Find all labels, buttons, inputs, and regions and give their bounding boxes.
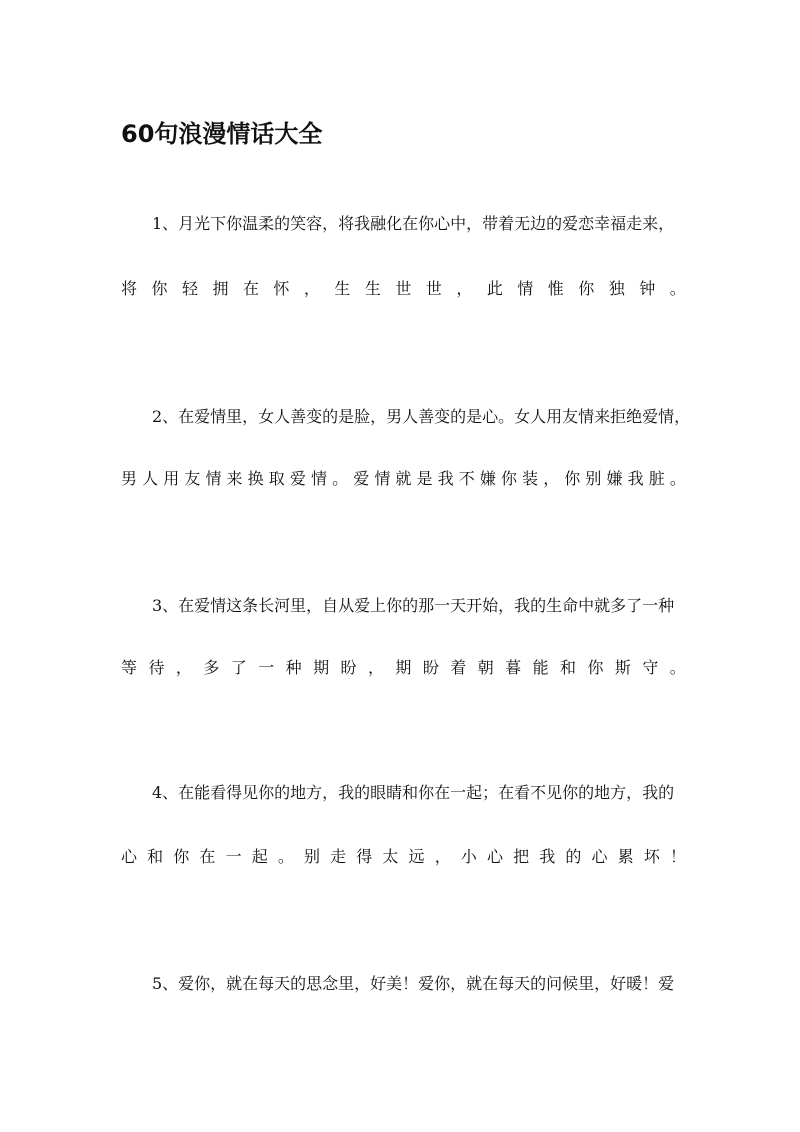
text-character: 。 <box>669 658 686 677</box>
paragraph-1-line-2 <box>121 277 686 301</box>
text-character: 我 <box>627 469 644 488</box>
text-character: 小 <box>460 847 477 866</box>
text-character: ！ <box>669 847 686 866</box>
paragraph-2-line-2 <box>121 467 686 491</box>
paragraph-1-line-1: 1、月光下你温柔的笑容，将我融化在你心中，带着无边的爱恋幸福走来， <box>152 214 675 233</box>
text-character: 嫌 <box>606 469 623 488</box>
text-character: 你 <box>578 279 595 298</box>
text-character: ， <box>175 658 192 677</box>
text-character: 此 <box>486 279 503 298</box>
text-character: 一 <box>225 847 242 866</box>
text-character: 的 <box>565 847 582 866</box>
text-character: 你 <box>151 279 168 298</box>
text-character: 。 <box>669 469 686 488</box>
text-character: 用 <box>163 469 180 488</box>
text-character: 不 <box>458 469 475 488</box>
paragraph-5-line-1: 5、爱你，就在每天的思念里，好美！爱你，就在每天的问候里，好暖！爱 <box>152 974 675 993</box>
text-character: 累 <box>617 847 634 866</box>
text-character: 就 <box>395 469 412 488</box>
text-character: 盼 <box>340 658 357 677</box>
text-character: 取 <box>268 469 285 488</box>
text-character: 世 <box>425 279 442 298</box>
text-character: 起 <box>251 847 268 866</box>
text-character: 轻 <box>181 279 198 298</box>
text-character: 情 <box>205 469 222 488</box>
text-character: 拥 <box>212 279 229 298</box>
text-character: 在 <box>199 847 216 866</box>
text-character: 等 <box>121 658 138 677</box>
text-character: 斯 <box>614 658 631 677</box>
text-character: 情 <box>517 279 534 298</box>
text-character: 在 <box>242 279 259 298</box>
text-character: 太 <box>382 847 399 866</box>
text-character: ， <box>303 279 320 298</box>
text-character: 得 <box>356 847 373 866</box>
text-character: 。 <box>332 469 349 488</box>
text-character: 。 <box>669 279 686 298</box>
text-character: 你 <box>500 469 517 488</box>
text-character: 生 <box>334 279 351 298</box>
text-character: 把 <box>513 847 530 866</box>
text-character: 你 <box>587 658 604 677</box>
text-character: 心 <box>121 847 138 866</box>
text-character: 情 <box>374 469 391 488</box>
text-character: 待 <box>148 658 165 677</box>
text-character: ， <box>456 279 473 298</box>
text-character: 盼 <box>422 658 439 677</box>
text-character: 着 <box>450 658 467 677</box>
text-character: 和 <box>147 847 164 866</box>
text-character: 来 <box>226 469 243 488</box>
text-character: 人 <box>142 469 159 488</box>
paragraph-2-line-1: 2、在爱情里，女人善变的是脸，男人善变的是心。女人用友情来拒绝爱情， <box>152 407 691 426</box>
text-character: 男 <box>121 469 138 488</box>
text-character: 别 <box>303 847 320 866</box>
text-character: 嫌 <box>479 469 496 488</box>
text-character: 。 <box>277 847 294 866</box>
text-character: 种 <box>285 658 302 677</box>
text-character: ， <box>434 847 451 866</box>
text-character: 换 <box>247 469 264 488</box>
text-character: ， <box>543 469 560 488</box>
text-character: 朝 <box>477 658 494 677</box>
paragraph-3-line-1: 3、在爱情这条长河里，自从爱上你的那一天开始，我的生命中就多了一种 <box>152 596 675 615</box>
text-character: 心 <box>486 847 503 866</box>
text-character: 你 <box>173 847 190 866</box>
document-title: 60句浪漫情话大全 <box>121 120 323 148</box>
text-character: 情 <box>310 469 327 488</box>
text-character: 和 <box>560 658 577 677</box>
paragraph-3-line-2 <box>121 656 686 680</box>
text-character: 走 <box>330 847 347 866</box>
paragraph-4-line-1: 4、在能看得见你的地方，我的眼睛和你在一起；在看不见你的地方，我的 <box>152 783 675 802</box>
text-character: 了 <box>230 658 247 677</box>
text-character: 装 <box>522 469 539 488</box>
text-character: 惟 <box>547 279 564 298</box>
text-character: 爱 <box>353 469 370 488</box>
text-character: 多 <box>203 658 220 677</box>
text-character: 坏 <box>643 847 660 866</box>
text-character: 心 <box>591 847 608 866</box>
text-character: 期 <box>313 658 330 677</box>
text-character: 独 <box>608 279 625 298</box>
text-character: 一 <box>258 658 275 677</box>
text-character: 生 <box>364 279 381 298</box>
text-character: 怀 <box>273 279 290 298</box>
paragraph-4-line-2 <box>121 845 686 869</box>
text-character: 守 <box>642 658 659 677</box>
text-character: 友 <box>184 469 201 488</box>
text-character: 你 <box>564 469 581 488</box>
text-character: 远 <box>408 847 425 866</box>
text-character: 别 <box>585 469 602 488</box>
text-character: 我 <box>437 469 454 488</box>
text-character: 世 <box>395 279 412 298</box>
text-character: 暮 <box>505 658 522 677</box>
text-character: 爱 <box>289 469 306 488</box>
text-character: ， <box>367 658 384 677</box>
text-character: 我 <box>539 847 556 866</box>
text-character: 脏 <box>648 469 665 488</box>
text-character: 能 <box>532 658 549 677</box>
text-character: 钟 <box>639 279 656 298</box>
text-character: 是 <box>416 469 433 488</box>
text-character: 期 <box>395 658 412 677</box>
text-character: 将 <box>121 279 138 298</box>
